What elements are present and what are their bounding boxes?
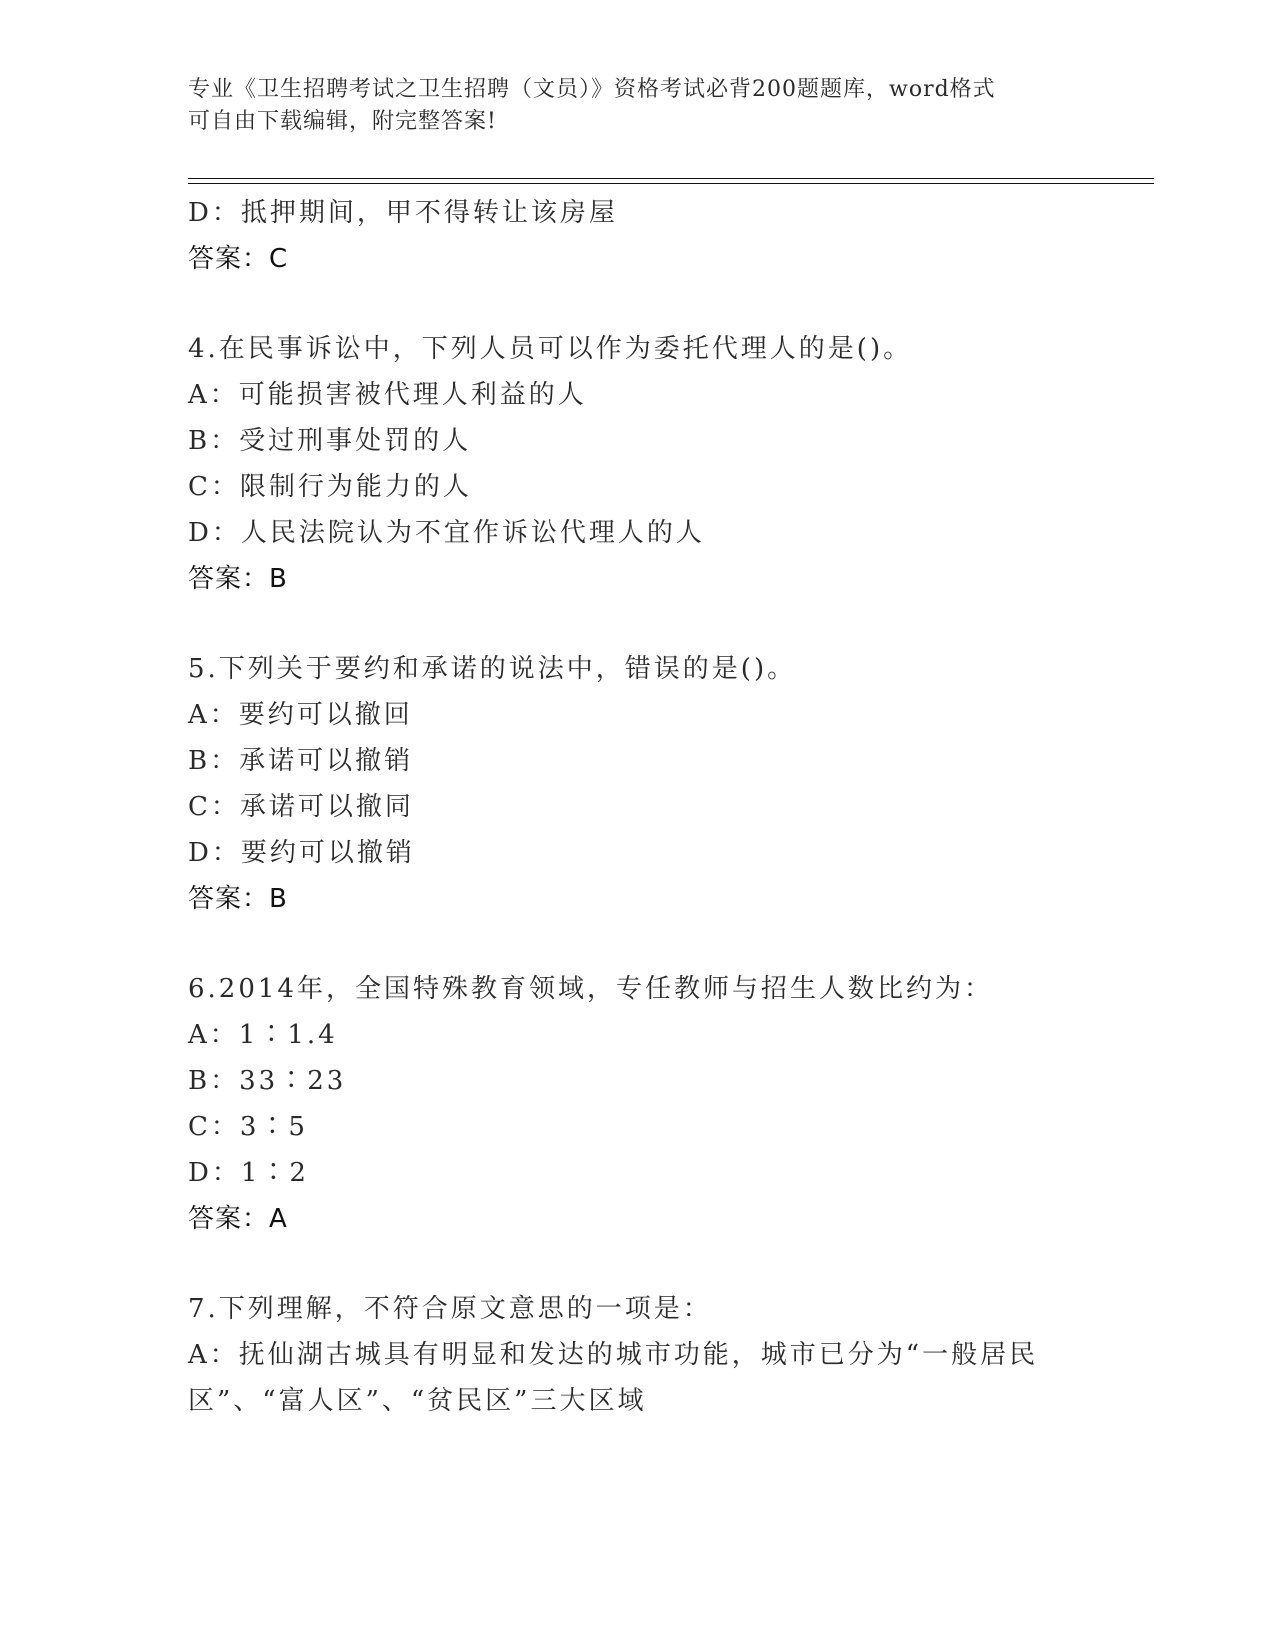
question-stem: 6.2014年，全国特殊教育领域，专任教师与招生人数比约为： [188,974,993,1004]
option-a: A：抚仙湖古城具有明显和发达的城市功能，城市已分为“一般居民区”、“富人区”、“贫民区”三大区域 [188,1340,1039,1416]
answer-label: 答案：B [188,564,288,594]
answer-label: 答案：C [188,244,289,274]
question-list [188,190,1148,1424]
question-stem: 5.下列关于要约和承诺的说法中，错误的是()。 [188,654,797,684]
answer-label: 答案：A [188,1204,288,1234]
option-d: D：要约可以撤销 [188,838,415,868]
question-3-fragment [188,190,1148,282]
option-d: D：人民法院认为不宜作诉讼代理人的人 [188,518,705,548]
question-7 [188,1286,1148,1424]
spacer [188,602,1148,646]
option-b: B：33∶23 [188,1066,347,1096]
header-divider-bottom [188,183,1154,184]
option-b: B：承诺可以撤销 [188,746,414,776]
question-6 [188,966,1148,1242]
spacer [188,922,1148,966]
document-header [188,74,1078,138]
option-a: A：可能损害被代理人利益的人 [188,380,587,410]
answer-label: 答案：B [188,884,288,914]
option-d: D：1∶2 [188,1158,309,1188]
spacer [188,1242,1148,1286]
question-stem: 7.下列理解，不符合原文意思的一项是： [188,1294,712,1324]
question-stem: 4.在民事诉讼中，下列人员可以作为委托代理人的是()。 [188,334,913,364]
header-title-line-2: 可自由下载编辑，附完整答案! [188,109,497,134]
option-a: A：要约可以撤回 [188,700,413,730]
question-4 [188,326,1148,602]
option-c: C：3∶5 [188,1112,308,1142]
option-b: B：受过刑事处罚的人 [188,426,472,456]
spacer [188,282,1148,326]
option-c: C：承诺可以撤同 [188,792,414,822]
option-d: D：抵押期间，甲不得转让该房屋 [188,198,618,228]
question-5 [188,646,1148,922]
header-title-line-1: 专业《卫生招聘考试之卫生招聘（文员）》资格考试必背200题题库，word格式 [188,77,996,102]
header-divider-top [188,178,1154,179]
option-c: C：限制行为能力的人 [188,472,472,502]
option-a: A：1∶1.4 [188,1020,338,1050]
